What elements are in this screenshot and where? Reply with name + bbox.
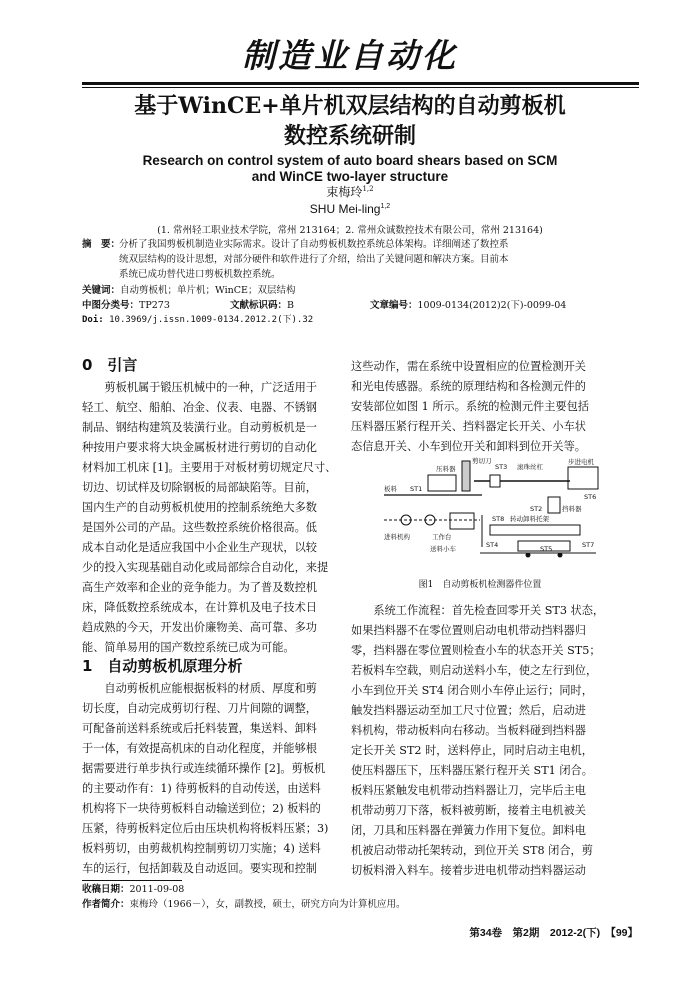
fig-label-worktable: 工作台 (432, 533, 452, 541)
footnote-rule (82, 880, 182, 881)
title-en-line2: and WinCE two-layer structure (251, 169, 449, 184)
fig-label-st4: ST4 (486, 541, 499, 549)
text-line: 车的运行，包括卸载及自动返回。要实现和控制 (82, 862, 317, 875)
right-paragraph-2 (351, 601, 609, 881)
title-cn-line2: 数控系统研制 (283, 123, 416, 149)
text-line: 床，降低数控系统成本，在计算机及电子技术日 (82, 601, 317, 614)
text-line: 使压料器压下，压料器压紧行程开关 ST1 闭合。 (351, 764, 593, 777)
text-line: 切长度，自动完成剪切行程、刀片间隙的调整， (82, 702, 317, 715)
article-number: 文章编号：1009-0134(2012)2(下)-0099-04 (370, 300, 567, 311)
text-line: 国内生产的自动剪板机使用的控制系统绝大多数 (82, 501, 317, 514)
text-line: 小车到位开关 ST4 闭合则小车停止运行；同时， (351, 684, 593, 697)
fig-label-sheet: 板料 (384, 485, 397, 493)
fig-label-st6: ST6 (584, 493, 597, 501)
section-1-heading: 1 自动剪板机原理分析 (82, 657, 243, 675)
text-line: 切板料滑入料车。接着步进电机带动挡料器运动 (351, 864, 586, 877)
abstract-label: 摘 要： (82, 239, 121, 250)
text-line: 剪板机属于锻压机械中的一种，广泛适用于 (104, 381, 317, 394)
clc-number: 中图分类号：TP273 (82, 300, 170, 311)
affiliation: (1. 常州轻工职业技术学院，常州 213164；2. 常州众诚数控技术有限公司，常州 213164) (157, 225, 543, 236)
fig-label-rotary-bracket: 转动卸料托架 (510, 515, 549, 523)
fig-label-st8: ST8 (492, 515, 505, 523)
text-line: 安装部位如图 1 所示。系统的检测元件主要包括 (351, 400, 589, 413)
fig-label-st5: ST5 (540, 545, 553, 553)
fig-label-st3: ST3 (495, 463, 508, 471)
page-info: 第34卷 第2期 2012-2(下) 【99】 (469, 927, 638, 939)
text-line: 机带动剪刀下落，板料被剪断，接着主电机被关 (351, 804, 586, 817)
text-line: 和光电传感器。系统的原理结构和各检测元件的 (351, 380, 586, 393)
right-paragraph-1 (351, 357, 609, 457)
text-line: 切边、切试样及切除钢板的局部缺陷等。目前， (82, 481, 317, 494)
keywords: 关键词：自动剪板机；单片机；WinCE；双层结构 (82, 285, 296, 296)
text-line: 机构将下一块待剪板料自动输送到位；2) 板料的 (82, 802, 321, 815)
fig-label-shear-blade: 剪切刀 (472, 457, 492, 465)
masthead-rule-thick (82, 82, 639, 85)
text-line: 态信息开关、小车到位开关和卸料到位开关等。 (351, 440, 586, 453)
text-line: 压紧，待剪板料定位后由压块机构将板料压紧；3) (82, 822, 329, 835)
figure-1-diagram (370, 455, 606, 575)
text-line: 这些动作，需在系统中设置相应的位置检测开关 (351, 360, 586, 373)
document-code: 文献标识码：B (230, 300, 294, 311)
text-line: 若板料车空载，则启动送料小车，使之左行到位， (351, 664, 598, 677)
fig-label-ballscrew: 滚珠丝杠 (517, 463, 543, 471)
text-line: 少的投入实现基础自动化或局部综合自动化，来提 (82, 561, 329, 574)
text-line: 成本自动化是适应我国中小企业生产现状，以较 (82, 541, 317, 554)
figure-1-caption: 图1 自动剪板机检测器件位置 (418, 580, 542, 590)
text-line: 压料器压紧行程开关、挡料器定长开关、小车状 (351, 420, 586, 433)
received-date: 收稿日期：2011-09-08 (82, 884, 185, 895)
author-en-affil-sup: 1,2 (380, 203, 391, 210)
doi: Doi: 10.3969/j.issn.1009-0134.2012.2(下).32 (82, 315, 314, 325)
author-cn: 束梅玲$^{1,2}$ (326, 185, 374, 199)
author-bio: 作者简介：束梅玲（1966－），女，副教授，硕士，研究方向为计算机应用。 (82, 899, 406, 910)
fig-label-st2: ST2 (530, 505, 543, 513)
text-line: 板料压紧触发电机带动挡料器让刀，完毕后主电 (351, 784, 586, 797)
text-line: 趋成熟的今天，开发出价廉物美、高可靠、多功 (82, 621, 317, 634)
text-line: 可配备前送料系统或后托料装置，集送料、卸料 (82, 722, 317, 735)
text-line: 材料加工机床 [1]。主要用于对板材剪切规定尺寸、 (82, 461, 337, 474)
abstract-body (119, 237, 611, 282)
article-title-cn (0, 91, 700, 151)
fig-label-cart: 送料小车 (430, 545, 456, 553)
text-line: 的主要动作有：1) 待剪板料的自动传送，由送料 (82, 782, 321, 795)
text-line: 据需要进行单步执行或连续循环操作 [2]。剪板机 (82, 762, 326, 775)
fig-label-feeder: 进料机构 (384, 533, 410, 541)
abstract-line: 分析了我国剪板机制造业实际需求。设计了自动剪板机数控系统总体架构。详细阐述了数控系 (119, 239, 509, 250)
author-cn-affil-sup: 1,2 (362, 185, 374, 193)
text-line: 高生产效率和企业的竞争能力。为了普及数控机 (82, 581, 317, 594)
masthead-rule-thin (82, 87, 639, 88)
text-line: 系统工作流程：首先检查回零开关 ST3 状态， (373, 604, 605, 617)
fig-label-pressor: 压料器 (436, 465, 456, 473)
text-line: 制品、钢结构建筑及装潢行业。自动剪板机是一 (82, 421, 317, 434)
text-line: 于一体，有效提高机床的自动化程度，并能够根 (82, 742, 317, 755)
text-line: 轻工、航空、船舶、冶金、仪表、电器、不锈钢 (82, 401, 317, 414)
fig-label-stopper: 挡料器 (562, 505, 582, 513)
journal-masthead: 制造业自动化 (242, 36, 458, 75)
text-line: 能、简单易用的国产数控系统已成为可能。 (82, 641, 295, 654)
text-line: 零，挡料器在零位置则检查小车的状态开关 ST5； (351, 644, 601, 657)
title-en-line1: Research on control system of auto board shears based on SCM (142, 153, 558, 168)
abstract-line: 系统已成功替代进口剪板机数控系统。 (119, 269, 281, 280)
text-line: 触发挡料器运动至加工尺寸位置；然后，启动进 (351, 704, 586, 717)
title-cn-line1: 基于WinCE+单片机双层结构的自动剪板机 (134, 93, 566, 119)
author-en: SHU Mei-ling$^{1,2}$ (309, 202, 391, 216)
text-line: 闭，刀具和压料器在弹簧力作用下复位。卸料电 (351, 824, 586, 837)
text-line: 定长开关 ST2 时，送料停止，同时启动主电机， (351, 744, 593, 757)
text-line: 板料剪切，由剪裁机构控制剪切刀实施；4) 送料 (82, 842, 321, 855)
section-1-paragraph (82, 679, 340, 879)
text-line: 种按用户要求将大块金属板材进行剪切的自动化 (82, 441, 317, 454)
abstract-line: 统双层结构的设计思想，对部分硬件和软件进行了介绍，给出了关键问题和解决方案。目前本 (119, 254, 509, 265)
text-line: 机被启动带动托架转动，到位开关 ST8 闭合，剪 (351, 844, 593, 857)
article-title-en (0, 153, 700, 185)
section-0-heading: 0 引言 (82, 356, 138, 374)
fig-label-st1: ST1 (410, 485, 423, 493)
text-line: 是国外公司的产品。这些数控系统价格很高。低 (82, 521, 317, 534)
fig-label-st7: ST7 (582, 541, 595, 549)
fig-label-stepper: 步进电机 (568, 458, 594, 466)
text-line: 如果挡料器不在零位置则启动电机带动挡料器归 (351, 624, 586, 637)
text-line: 料机构，带动板料向右移动。当板料碰到挡料器 (351, 724, 586, 737)
text-line: 自动剪板机应能根据板料的材质、厚度和剪 (104, 682, 317, 695)
intro-paragraph (82, 378, 340, 658)
